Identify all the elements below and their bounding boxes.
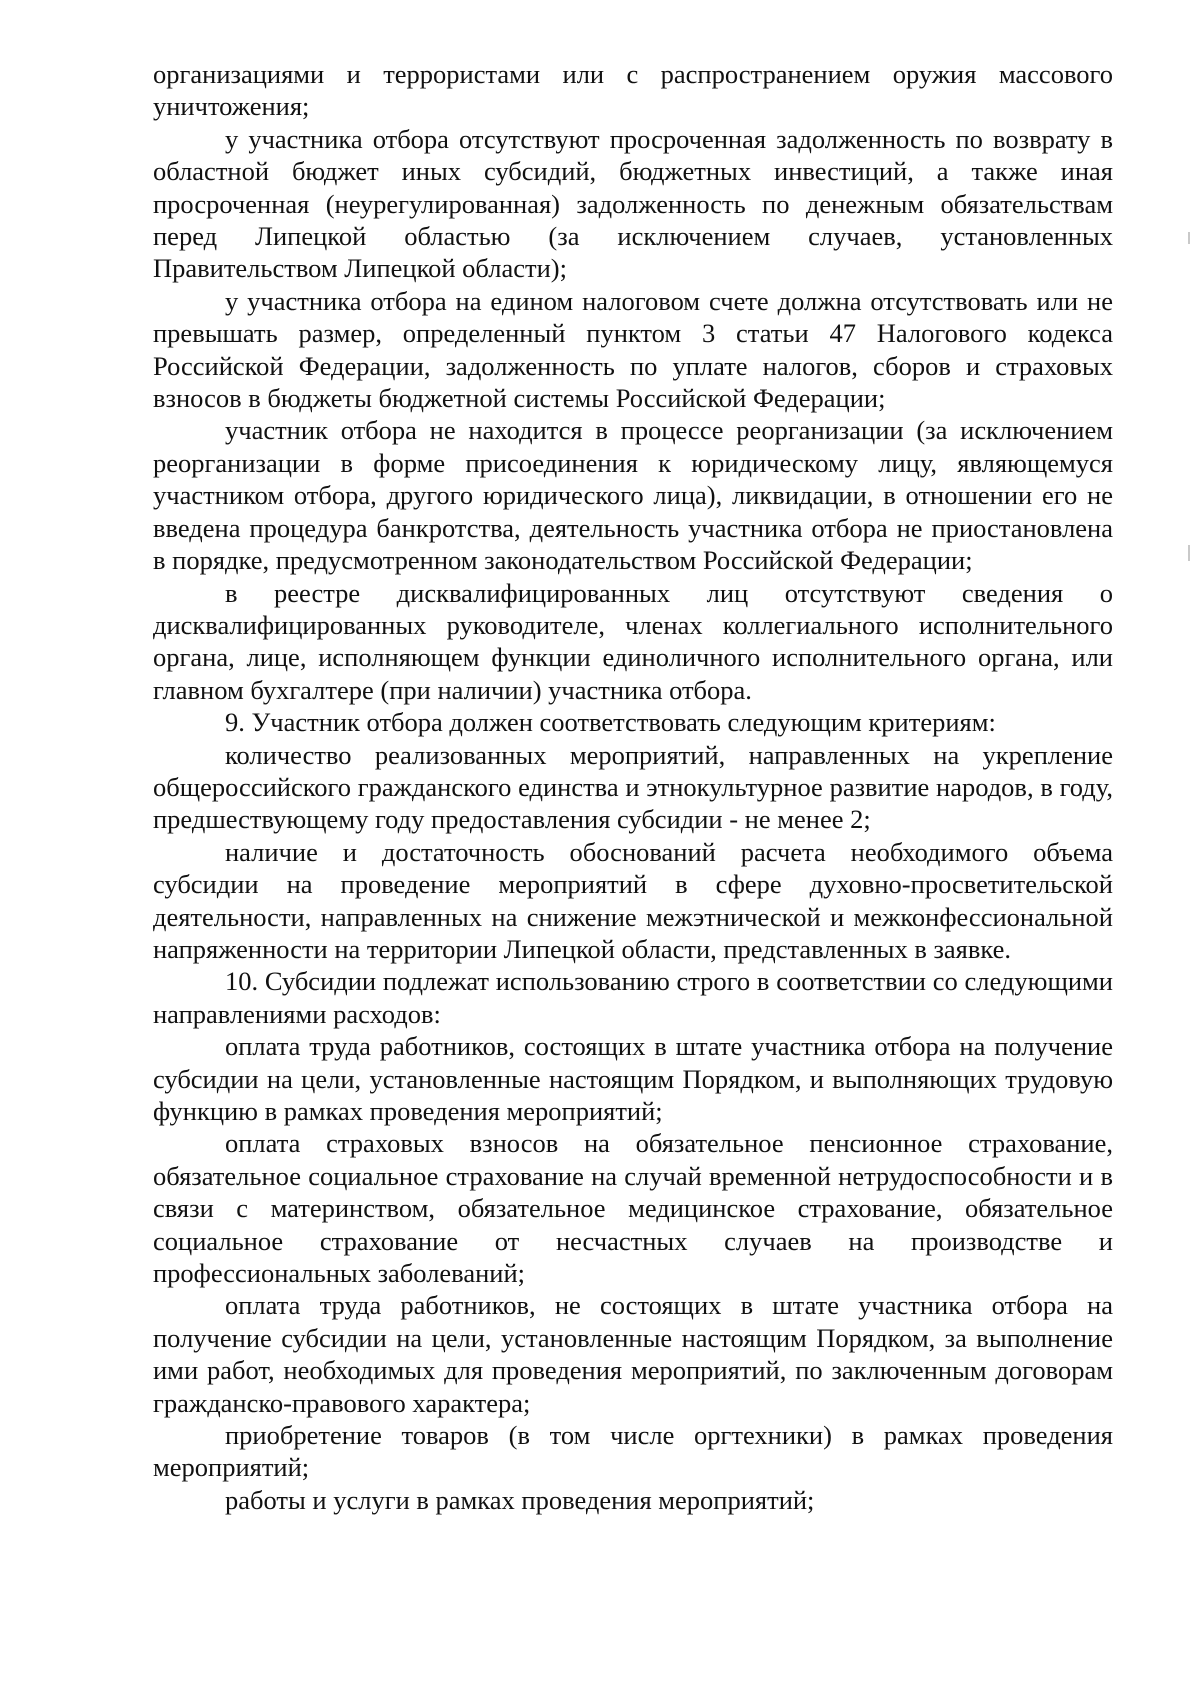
paragraph-item-10: 10. Субсидии подлежат использованию строго в соответствии со следующими направлениями расходов: xyxy=(153,966,1113,1029)
scan-artifact-mark xyxy=(1188,232,1190,244)
paragraph-no-reorganization: участник отбора не находится в процессе реорганизации (за исключением реорганизации в форме присоединения к юридическому лицу, являющемуся участником отбора, другого юридического лица), ликвидации, в отношении его не введена процедура банкротства, деятельность участника отбора не приостановлена в порядке, предусмотренном законодательством Российской Федерации; xyxy=(153,415,1113,576)
paragraph-expense-staff-pay: оплата труда работников, состоящих в штате участника отбора на получение субсидии на цели, установленные настоящим Порядком, и выполняющих трудовую функцию в рамках проведения мероприятий; xyxy=(153,1031,1113,1126)
paragraph-criterion-events: количество реализованных мероприятий, направленных на укрепление общероссийского гражданского единства и этнокультурное развитие народов, в году, предшествующему году предоставления субсидии - не менее 2; xyxy=(153,739,1113,835)
document-page xyxy=(153,58,1113,1516)
paragraph-tax-account: у участника отбора на едином налоговом счете должна отсутствовать или не превышать размер, определенный пунктом 3 статьи 47 Налогового кодекса Российской Федерации, задолженность по уплате налогов, сборов и страховых взносов в бюджеты бюджетной системы Российской Федерации; xyxy=(153,285,1113,414)
paragraph-expense-goods: приобретение товаров (в том числе оргтехники) в рамках проведения мероприятий; xyxy=(153,1420,1113,1483)
paragraph-disqualified-registry: в реестре дисквалифицированных лиц отсутствуют сведения о дисквалифицированных руководителе, членах коллегиального исполнительного органа, лице, исполняющем функции единоличного исполнительного органа, или главном бухгалтере (при наличии) участника отбора. xyxy=(153,577,1113,705)
paragraph-expense-contractor-pay: оплата труда работников, не состоящих в штате участника отбора на получение субсидии на цели, установленные настоящим Порядком, за выполнение ими работ, необходимых для проведения мероприятий, по заключенным договорам гражданско-правового характера; xyxy=(153,1290,1113,1418)
scan-artifact-mark xyxy=(1188,545,1190,561)
paragraph-item-9: 9. Участник отбора должен соответствовать следующим критериям: xyxy=(225,707,996,738)
paragraph-criterion-justification: наличие и достаточность обоснований расчета необходимого объема субсидии на проведение мероприятий в сфере духовно-просветительской деятельности, направленных на снижение межэтнической и межконфессиональной напряженности на территории Липецкой области, представленных в заявке. xyxy=(153,836,1113,964)
paragraph-continuation: организациями и террористами или с распространением оружия массового уничтожения; xyxy=(153,59,1113,122)
paragraph-no-overdue-debt: у участника отбора отсутствуют просроченная задолженность по возврату в областной бюджет иных субсидий, бюджетных инвестиций, а также иная просроченная (неурегулированная) задолженность по денежным обязательствам перед Липецкой областью (за исключением случаев, установленных Правительством Липецкой области); xyxy=(153,123,1113,284)
paragraph-expense-insurance: оплата страховых взносов на обязательное пенсионное страхование, обязательное социальное страхование на случай временной нетрудоспособности и в связи с материнством, обязательное медицинское страхование, обязательное социальное страхование от несчастных случаев на производстве и профессиональных заболеваний; xyxy=(153,1128,1113,1289)
paragraph-expense-services: работы и услуги в рамках проведения мероприятий; xyxy=(225,1484,815,1515)
